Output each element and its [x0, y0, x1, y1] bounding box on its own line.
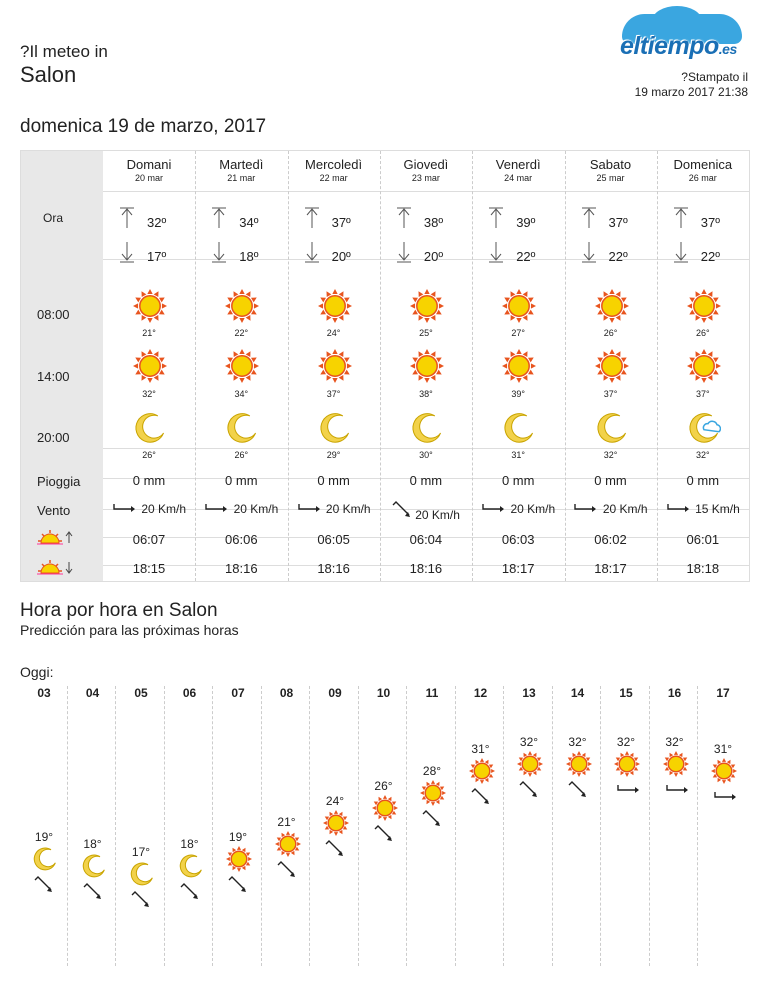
sun-icon	[595, 289, 629, 328]
wind-direction-icon	[277, 861, 297, 884]
moon-icon	[502, 411, 536, 450]
hour-label: 10	[376, 686, 391, 700]
hour-label: 11	[425, 686, 439, 700]
min-arrow-icon	[211, 241, 225, 261]
sun-icon	[517, 751, 543, 782]
temp-1400: 37°	[603, 389, 618, 399]
hour-divider	[67, 686, 68, 966]
day-column	[565, 151, 657, 581]
hour-temp: 32°	[665, 735, 684, 750]
day-date: 24 mar	[504, 173, 533, 183]
day-name: Domenica	[673, 157, 733, 172]
sun-icon	[502, 289, 536, 328]
max-arrow-icon	[211, 207, 225, 227]
wind-direction-icon	[180, 883, 200, 906]
printed-info	[635, 70, 748, 100]
sun-icon	[687, 349, 721, 388]
hour-temp: 17°	[131, 844, 151, 859]
min-temp: 18º	[239, 249, 259, 264]
hour-column	[311, 686, 359, 966]
hour-temp: 32°	[519, 735, 539, 750]
hour-label: 09	[328, 686, 342, 700]
sun-icon	[420, 780, 446, 811]
hour-divider	[309, 686, 310, 966]
sunrise-time: 06:01	[686, 532, 720, 547]
hourly-title: Hora por hora en Salon	[20, 600, 218, 621]
day-column	[472, 151, 564, 581]
hourly-today-label: Oggi:	[20, 664, 54, 680]
hour-column	[166, 686, 214, 966]
sunrise-icon	[37, 529, 77, 550]
min-temp: 20º	[331, 249, 351, 264]
sun-icon	[469, 758, 495, 789]
moon-icon	[318, 411, 352, 450]
min-temp: 22º	[516, 249, 536, 264]
temp-1400: 34°	[234, 389, 249, 399]
rain-value: 0 mm	[317, 473, 350, 488]
sunrise-time: 06:03	[501, 532, 535, 547]
max-temp: 32º	[147, 215, 167, 230]
temp-1400: 39°	[511, 389, 525, 399]
hour-column	[263, 686, 311, 966]
hour-column	[651, 686, 699, 966]
sun-icon	[225, 289, 259, 328]
rain-value: 0 mm	[594, 473, 627, 488]
day-date: 21 mar	[227, 173, 256, 183]
temp-0800: 26°	[695, 328, 710, 338]
wind-cell	[288, 501, 380, 516]
hour-divider	[649, 686, 650, 966]
rain-value: 0 mm	[132, 473, 166, 488]
row-labels-column	[21, 151, 103, 581]
temp-0800: 26°	[603, 328, 618, 338]
sun-icon	[318, 349, 352, 388]
wind-speed: 20 Km/h	[233, 502, 279, 516]
label-1400: 14:00	[37, 369, 70, 384]
wind-direction-icon	[481, 502, 507, 516]
hour-temp: 24°	[325, 793, 345, 808]
hour-column	[505, 686, 553, 966]
min-arrow-icon	[119, 241, 133, 261]
wind-direction-icon	[228, 876, 248, 899]
hour-divider	[455, 686, 456, 966]
hour-divider	[261, 686, 262, 966]
moon-icon	[687, 411, 721, 450]
moon-icon	[81, 853, 107, 884]
wind-speed: 20 Km/h	[141, 502, 187, 516]
wind-speed: 15 Km/h	[695, 502, 740, 516]
sun-icon	[595, 349, 629, 388]
hour-divider	[406, 686, 407, 966]
wind-speed: 20 Km/h	[602, 502, 648, 516]
wind-cell	[380, 501, 472, 522]
day-date: 23 mar	[411, 173, 440, 183]
sun-icon	[225, 349, 259, 388]
wind-speed: 20 Km/h	[325, 502, 371, 516]
day-column	[103, 151, 195, 581]
day-date: 22 mar	[319, 173, 348, 183]
temp-2000: 31°	[511, 450, 525, 460]
sunset-time: 18:18	[686, 561, 720, 576]
sun-icon	[663, 751, 689, 782]
max-arrow-icon	[673, 207, 687, 227]
max-temp: 37º	[331, 215, 351, 230]
sunset-time: 18:15	[132, 561, 166, 576]
wind-direction-icon	[112, 502, 138, 516]
temp-1400: 38°	[419, 389, 433, 399]
min-temp: 22º	[608, 249, 628, 264]
sunset-time: 18:16	[317, 561, 350, 576]
wind-direction-icon	[665, 781, 691, 799]
sunset-icon	[37, 559, 77, 580]
label-2000: 20:00	[37, 430, 70, 445]
temp-2000: 26°	[234, 450, 249, 460]
hour-label: 14	[570, 686, 585, 700]
wind-direction-icon	[666, 502, 692, 516]
min-arrow-icon	[488, 241, 502, 261]
moon-icon	[32, 846, 58, 877]
wind-direction-icon	[568, 781, 588, 804]
hour-column	[360, 686, 408, 966]
sun-icon	[410, 289, 444, 328]
day-name: Domani	[126, 157, 172, 172]
logo-text	[620, 32, 737, 61]
temp-1400: 37°	[326, 389, 341, 399]
sun-icon	[614, 751, 640, 782]
hour-label: 17	[716, 686, 730, 700]
hour-label: 08	[279, 686, 294, 700]
temp-1400: 32°	[142, 389, 156, 399]
day-column	[288, 151, 380, 581]
temp-0800: 21°	[142, 328, 156, 338]
hour-divider	[600, 686, 601, 966]
hour-temp: 19°	[34, 830, 54, 844]
wind-cell	[472, 501, 564, 516]
temp-1400: 37°	[695, 389, 710, 399]
hour-divider	[358, 686, 359, 966]
sunset-time: 18:17	[501, 561, 535, 576]
rain-value: 0 mm	[686, 473, 720, 488]
sun-icon	[226, 846, 252, 877]
hour-label: 15	[619, 686, 633, 700]
max-arrow-icon	[304, 207, 318, 227]
max-temp: 38º	[423, 215, 444, 230]
temp-2000: 29°	[326, 450, 341, 460]
max-arrow-icon	[581, 207, 595, 227]
wind-direction-icon	[297, 502, 323, 516]
min-temp: 17º	[147, 249, 167, 264]
moon-icon	[225, 411, 259, 450]
max-temp: 39º	[516, 215, 536, 230]
sunset-time: 18:17	[594, 561, 627, 576]
hour-temp: 26°	[374, 778, 393, 793]
header-city: Salon	[20, 62, 77, 87]
logo[interactable]	[612, 14, 752, 66]
hour-column	[214, 686, 262, 966]
day-name: Mercoledì	[305, 157, 363, 172]
hour-column	[554, 686, 602, 966]
max-arrow-icon	[396, 207, 410, 227]
day-date: 25 mar	[596, 173, 625, 183]
min-temp: 22º	[700, 249, 721, 264]
label-pioggia: Pioggia	[37, 474, 81, 489]
hour-column	[69, 686, 117, 966]
temp-2000: 32°	[695, 450, 710, 460]
wind-cell	[195, 501, 287, 516]
sunrise-time: 06:05	[317, 532, 350, 547]
sun-icon	[711, 758, 737, 789]
wind-speed: 20 Km/h	[510, 502, 556, 516]
day-name: Venerdì	[495, 157, 541, 172]
hour-temp: 28°	[422, 764, 442, 779]
moon-icon	[129, 861, 155, 892]
sun-icon	[133, 349, 167, 388]
wind-direction-icon	[392, 508, 412, 522]
hour-divider	[212, 686, 213, 966]
hour-temp: 32°	[616, 735, 636, 750]
temp-0800: 27°	[511, 328, 525, 338]
header-prefix: ?Il meteo in	[20, 42, 108, 61]
min-arrow-icon	[304, 241, 318, 261]
hour-label: 13	[522, 686, 536, 700]
hour-label: 12	[473, 686, 488, 700]
printed-date: 19 marzo 2017 21:38	[634, 85, 748, 99]
wind-direction-icon	[83, 883, 103, 906]
label-vento: Vento	[37, 503, 71, 518]
day-column	[195, 151, 287, 581]
wind-cell	[103, 501, 195, 516]
day-column	[657, 151, 749, 581]
day-column	[380, 151, 472, 581]
wind-direction-icon	[713, 788, 739, 806]
moon-icon	[410, 411, 444, 450]
hour-divider	[503, 686, 504, 966]
wind-direction-icon	[131, 891, 151, 914]
day-date: 26 mar	[688, 173, 717, 183]
hour-column	[408, 686, 456, 966]
hour-temp: 18°	[83, 837, 102, 852]
wind-direction-icon	[519, 781, 539, 804]
hour-label: 16	[667, 686, 682, 700]
sun-icon	[410, 349, 444, 388]
moon-icon	[595, 411, 629, 450]
temp-2000: 30°	[419, 450, 433, 460]
sun-icon	[687, 289, 721, 328]
hour-divider	[115, 686, 116, 966]
sun-icon	[323, 810, 349, 841]
temp-0800: 24°	[326, 328, 341, 338]
hour-column	[20, 686, 68, 966]
wind-direction-icon	[573, 502, 599, 516]
hour-label: 04	[85, 686, 100, 700]
rain-value: 0 mm	[225, 473, 258, 488]
wind-speed: 20 Km/h	[415, 508, 460, 522]
day-date: 20 mar	[134, 173, 163, 183]
sunset-time: 18:16	[225, 561, 258, 576]
hour-temp: 31°	[713, 742, 733, 757]
day-name: Giovedì	[403, 157, 449, 172]
date-title: domenica 19 de marzo, 2017	[20, 116, 267, 137]
wind-direction-icon	[325, 840, 345, 863]
moon-icon	[133, 411, 167, 450]
hour-divider	[697, 686, 698, 966]
sunset-time: 18:16	[409, 561, 443, 576]
sun-icon	[318, 289, 352, 328]
logo-text-suffix: .es	[718, 41, 737, 57]
logo-text-main: eltiempo	[620, 32, 719, 60]
wind-cell	[565, 501, 657, 516]
day-name: Sabato	[589, 157, 632, 172]
min-arrow-icon	[581, 241, 595, 261]
max-temp: 37º	[608, 215, 628, 230]
wind-cell	[657, 501, 749, 516]
sun-icon	[566, 751, 592, 782]
rain-value: 0 mm	[501, 473, 535, 488]
sunrise-time: 06:04	[409, 532, 443, 547]
sun-icon	[133, 289, 167, 328]
min-temp: 20º	[423, 249, 444, 264]
rain-value: 0 mm	[409, 473, 443, 488]
sun-icon	[275, 831, 301, 862]
temp-0800: 22°	[234, 328, 249, 338]
wind-direction-icon	[204, 502, 230, 516]
max-arrow-icon	[119, 207, 133, 227]
hour-divider	[164, 686, 165, 966]
hour-temp: 32°	[568, 735, 587, 750]
forecast-table	[20, 150, 750, 582]
hour-label: 03	[37, 686, 51, 700]
sun-icon	[502, 349, 536, 388]
wind-direction-icon	[34, 876, 54, 899]
wind-direction-icon	[471, 788, 491, 811]
label-0800: 08:00	[37, 307, 70, 322]
hour-column	[699, 686, 747, 966]
hour-temp: 19°	[228, 830, 248, 844]
day-name: Martedì	[219, 157, 264, 172]
max-temp: 37º	[700, 215, 721, 230]
temp-0800: 25°	[419, 328, 433, 338]
wind-direction-icon	[374, 825, 394, 848]
hour-label: 06	[182, 686, 197, 700]
hour-temp: 21°	[277, 815, 296, 830]
label-ora: Ora	[43, 211, 64, 225]
hour-temp: 18°	[180, 837, 199, 852]
wind-direction-icon	[616, 781, 642, 799]
moon-icon	[178, 853, 204, 884]
temp-2000: 32°	[603, 450, 618, 460]
hour-column	[602, 686, 650, 966]
printed-label: ?Stampato il	[681, 70, 748, 84]
hour-label: 05	[134, 686, 148, 700]
sun-icon	[372, 795, 398, 826]
max-arrow-icon	[488, 207, 502, 227]
hour-column	[117, 686, 165, 966]
max-temp: 34º	[239, 215, 259, 230]
wind-direction-icon	[422, 810, 442, 833]
sunrise-time: 06:02	[594, 532, 627, 547]
hour-column	[457, 686, 505, 966]
hourly-subtitle: Predicción para las próximas horas	[20, 622, 239, 638]
temp-2000: 26°	[142, 450, 156, 460]
min-arrow-icon	[396, 241, 410, 261]
min-arrow-icon	[673, 241, 687, 261]
hour-label: 07	[231, 686, 245, 700]
sunrise-time: 06:06	[225, 532, 258, 547]
sunrise-time: 06:07	[132, 532, 166, 547]
hour-temp: 31°	[471, 742, 490, 757]
hour-divider	[552, 686, 553, 966]
